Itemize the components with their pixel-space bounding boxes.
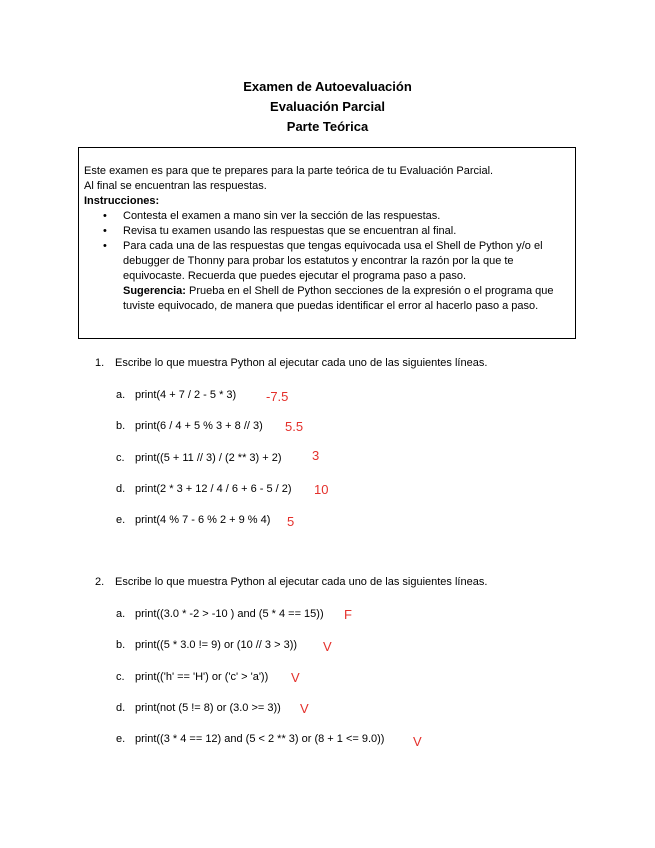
question-1: 1. Escribe lo que muestra Python al ejecutar cada uno de las siguientes líneas. (95, 357, 488, 369)
handwritten-answer: V (300, 701, 309, 716)
code-line: print(not (5 != 8) or (3.0 >= 3)) (135, 702, 281, 714)
question-item: e. print((3 * 4 == 12) and (5 < 2 ** 3) or (8 + 1 <= 9.0)) (116, 733, 385, 745)
code-line: print(4 % 7 - 6 % 2 + 9 % 4) (135, 514, 271, 526)
question-text: Escribe lo que muestra Python al ejecutar cada uno de las siguientes líneas. (115, 576, 488, 588)
code-line: print((3 * 4 == 12) and (5 < 2 ** 3) or (8 + 1 <= 9.0)) (135, 733, 385, 745)
instruction-item: • Contesta el examen a mano sin ver la sección de las respuestas. (103, 210, 441, 222)
question-item: e. print(4 % 7 - 6 % 2 + 9 % 4) (116, 514, 271, 526)
instructions-list (84, 209, 569, 284)
code-line: print(4 + 7 / 2 - 5 * 3) (135, 389, 237, 401)
bullet-icon: • (103, 240, 107, 252)
question-2: 2. Escribe lo que muestra Python al ejecutar cada uno de las siguientes líneas. (95, 576, 488, 588)
code-line: print(2 * 3 + 12 / 4 / 6 + 6 - 5 / 2) (135, 483, 292, 495)
question-item: a. print((3.0 * -2 > -10 ) and (5 * 4 == 15)) (116, 608, 324, 620)
question-item: d. print(2 * 3 + 12 / 4 / 6 + 6 - 5 / 2) (116, 483, 292, 495)
code-line: print((5 + 11 // 3) / (2 ** 3) + 2) (135, 452, 282, 464)
title-line-1: Examen de Autoevaluación (243, 79, 412, 94)
bullet-icon: • (103, 210, 107, 222)
title-line-3: Parte Teórica (286, 119, 369, 134)
question-item: c. print(('h' == 'H') or ('c' > 'a')) (116, 671, 269, 683)
suggestion-text: Prueba en el Shell de Python secciones de la expresión o el programa que tuviste equivocado, de manera que puedas identificar el error al hacerlo paso a paso. (123, 285, 554, 312)
question-item: b. print(6 / 4 + 5 % 3 + 8 // 3) (116, 420, 263, 432)
title-line-2: Evaluación Parcial (270, 99, 385, 114)
instructions-label: Instrucciones: (84, 195, 160, 207)
handwritten-answer: V (323, 639, 332, 654)
handwritten-answer: V (291, 670, 300, 685)
question-item: c. print((5 + 11 // 3) / (2 ** 3) + 2) (116, 452, 282, 464)
suggestion (84, 284, 569, 314)
intro-line-1: Este examen es para que te prepares para la parte teórica de tu Evaluación Parcial. (84, 165, 494, 177)
handwritten-answer: 10 (314, 482, 329, 497)
handwritten-answer: -7.5 (266, 389, 289, 404)
question-item: a. print(4 + 7 / 2 - 5 * 3) (116, 389, 237, 401)
handwritten-answer: F (344, 607, 352, 622)
question-item: b. print((5 * 3.0 != 9) or (10 // 3 > 3)) (116, 639, 298, 651)
suggestion-label: Sugerencia: (123, 285, 186, 297)
code-line: print(6 / 4 + 5 % 3 + 8 // 3) (135, 420, 263, 432)
instruction-item: • Revisa tu examen usando las respuestas que se encuentran al final. (103, 225, 457, 237)
bullet-icon: • (103, 225, 107, 237)
intro-line-2: Al final se encuentran las respuestas. (84, 180, 267, 192)
handwritten-answer: 3 (312, 448, 320, 463)
question-text: Escribe lo que muestra Python al ejecutar cada uno de las siguientes líneas. (115, 357, 488, 369)
question-item: d. print(not (5 != 8) or (3.0 >= 3)) (116, 702, 281, 714)
code-line: print((5 * 3.0 != 9) or (10 // 3 > 3)) (135, 639, 298, 651)
code-line: print((3.0 * -2 > -10 ) and (5 * 4 == 15)) (135, 608, 324, 620)
document-title (0, 77, 655, 137)
handwritten-answer: 5 (287, 514, 295, 529)
instructions-box (78, 147, 576, 339)
code-line: print(('h' == 'H') or ('c' > 'a')) (135, 671, 269, 683)
handwritten-answer: V (413, 734, 422, 749)
handwritten-answer: 5.5 (285, 419, 304, 434)
instruction-item: • Para cada una de las respuestas que tengas equivocada usa el Shell de Python y/o el debugger de Thonny para probar los estatutos y encontrar la razón por la que te equivocaste. Recuerda que puedes ejecutar el programa paso a paso. (103, 240, 543, 282)
